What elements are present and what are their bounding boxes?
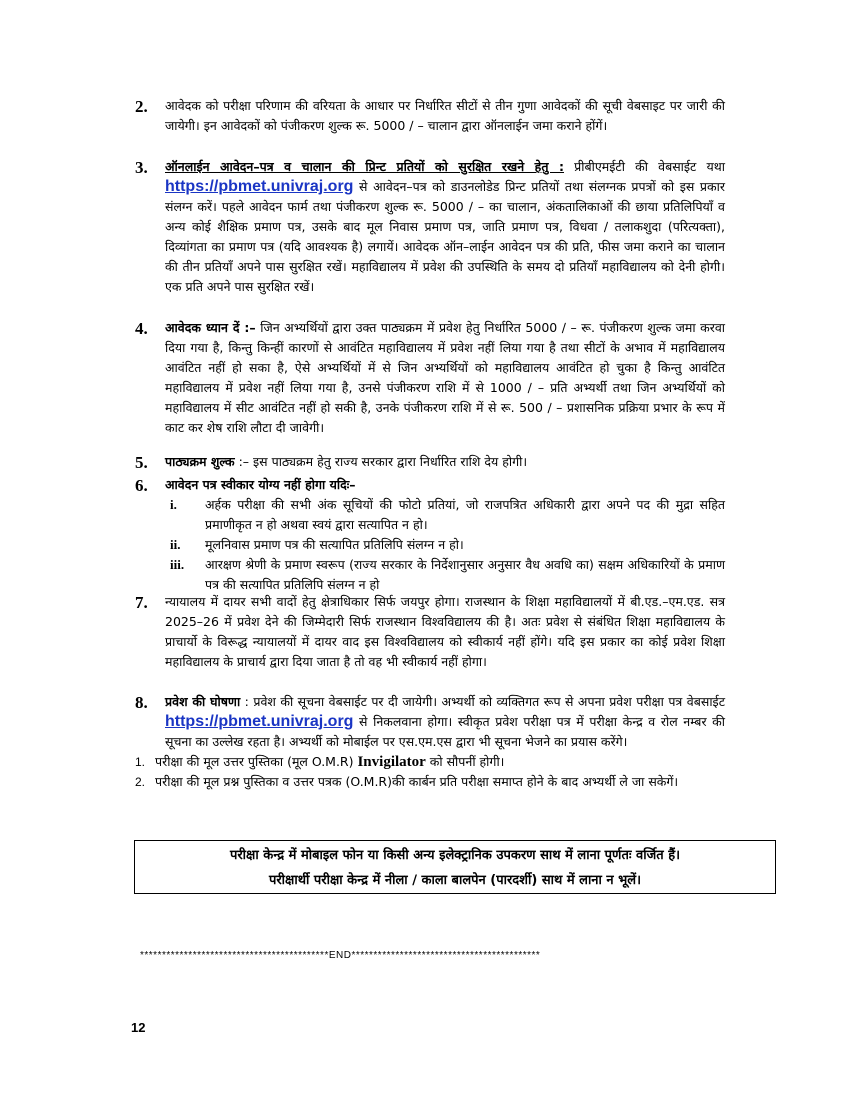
notice-box <box>134 840 776 894</box>
sub-item-text: अर्हक परीक्षा की सभी अंक सूचियों की फोटो प्रतियां, जो राजपत्रित अधिकारी द्वारा अपने पद की मुद्रा सहित प्रमाणीकृत न हो अथवा स्वयं द्वारा सत्यापित न हो। <box>205 497 725 532</box>
item-lead: पाठ्यक्रम शुल्क <box>165 454 235 469</box>
numbered-point-2 <box>135 772 725 792</box>
item-number: 2. <box>135 97 148 116</box>
notice-line-1: परीक्षा केन्द्र में मोबाइल फोन या किसी अन्य इलेक्ट्रानिक उपकरण साथ में लाना पूर्णतः वर्जित हैं। <box>229 848 681 863</box>
item-text-part: :– इस पाठ्यक्रम हेतु राज्य सरकार द्वारा निर्धारित राशि देय होगी। <box>234 454 528 469</box>
item-lead: आवेदक ध्यान दें :– <box>165 320 256 335</box>
item-lead: ऑनलाईन आवेदन–पत्र व चालान की प्रिन्ट प्रतियों को सुरक्षित रखने हेतु : <box>165 159 564 174</box>
item-3 <box>135 157 725 297</box>
website-link[interactable]: https://pbmet.univraj.org <box>165 713 354 730</box>
point-text: परीक्षा की मूल प्रश्न पुस्तिका व उत्तर पत्रक (O.M.R)की कार्बन प्रति परीक्षा समाप्त होने के बाद अभ्यर्थी ले जा सकेगें। <box>155 774 679 789</box>
point-text: परीक्षा की मूल उत्तर पुस्तिका (मूल O.M.R) <box>155 754 358 769</box>
roman-numeral: iii. <box>170 557 185 572</box>
sub-item-i <box>165 495 725 535</box>
sub-item-iii <box>165 555 725 595</box>
item-number: 3. <box>135 158 148 177</box>
item-number: 6. <box>135 476 148 495</box>
item-6 <box>135 475 725 595</box>
item-text-part: : प्रवेश की सूचना वेबसाईट पर दी जायेगी। अभ्यर्थी को व्यक्तिगत रूप से अपना प्रवेश परीक्षा पत्र वेबसाईट <box>240 694 725 709</box>
item-text <box>165 452 725 472</box>
sub-item-text: मूलनिवास प्रमाण पत्र की सत्यापित प्रतिलिपि संलग्न न हो। <box>205 537 464 552</box>
item-number: 4. <box>135 319 148 338</box>
item-7 <box>135 592 725 672</box>
item-text-part: से आवेदन–पत्र को डाउनलोडेड प्रिन्ट प्रतियों तथा संलग्नक प्रपत्रों को इस प्रकार संलग्न करें। पहले आवेदन फार्म तथा पंजीकरण शुल्क रू. 5000 ∕ – का चालान, अंकतालिकाओं की छाया प्रतिलिपियाँ व अन्य कोई शैक्षिक प्रमाण पत्र, उसके बाद मूल निवास प्रमाण पत्र, जाति प्रमाण पत्र, विधवा ∕ तलाकशुदा (परित्यक्ता), दिव्यांगता का प्रमाण पत्र (यदि आवश्यक है) लगायें। आवेदक ऑन–लाईन आवेदन पत्र की प्रति, फीस जमा कराने का चालान की तीन प्रतियाँ अपने पास सुरक्षित रखें। महाविद्यालय में प्रवेश की उपस्थिति के समय दो प्रतियाँ महाविद्यालय को देनी होगी। एक प्रति अपने पास सुरक्षित रखें। <box>165 179 725 294</box>
item-text-part: जिन अभ्यर्थियों द्वारा उक्त पाठ्यक्रम में प्रवेश हेतु निर्धारित 5000 ∕ – रू. पंजीकरण शुल्क जमा करवा दिया गया है, किन्तु किन्हीं कारणों से आवंटित महाविद्यालय में प्रवेश नहीं लिया गया है तथा सीटों के अभाव में महाविद्यालय आवंटित नहीं हो सका है, ऐसे अभ्यर्थियों में से जिन अभ्यर्थियों को महाविद्यालय आवंटित हो चुका है किन्तु आवंटित महाविद्यालय में प्रवेश नहीं लिया गया है, उनसे पंजीकरण राशि में से 1000 ∕ – प्रति अभ्यर्थी तथा जिन अभ्यर्थियों को महाविद्यालय में सीट आवंटित नहीं हो सकी है, उनके पंजीकरण राशि में से रू. 500 ∕ – प्रशासनिक प्रक्रिया प्रभार के रूप में काट कर शेष राशि लौटा दी जावेगी। <box>165 320 726 435</box>
item-8 <box>135 692 725 792</box>
sub-item-text: आरक्षण श्रेणी के प्रमाण स्वरूप (राज्य सरकार के निर्देशानुसार अनुसार वैध अवधि का) सक्षम अधिकारियों के प्रमाण पत्र की सत्यापित प्रतिलिपि संलग्न न हो <box>205 557 725 592</box>
item-2 <box>135 96 725 136</box>
website-link[interactable]: https://pbmet.univraj.org <box>165 178 354 195</box>
numbered-point-1 <box>135 752 725 772</box>
item-text <box>165 157 725 297</box>
sub-item-ii <box>165 535 725 555</box>
point-number: 2. <box>135 775 146 789</box>
roman-numeral: i. <box>170 497 177 512</box>
item-text-part: से निकलवाना होगा। स्वीकृत प्रवेश परीक्षा पत्र में परीक्षा केन्द्र व रोल नम्बर की सूचना का उल्लेख रहता है। अभ्यर्थी को मोबाईल पर एस.एम.एस द्वारा भी सूचना भेजने का प्रयास करेंगे। <box>165 714 725 749</box>
item-text-part: प्रीबीएमईटी की वेबसाईट यथा <box>564 159 725 174</box>
item-number: 7. <box>135 593 148 612</box>
point-number: 1. <box>135 755 146 769</box>
item-text <box>165 692 725 752</box>
item-5 <box>135 452 725 472</box>
point-bold-text: Invigilator <box>357 754 426 770</box>
notice-line-2: परीक्षार्थी परीक्षा केन्द्र में नीला ∕ काला बालपेन (पारदर्शी) साथ में लाना न भूलें। <box>268 873 642 888</box>
roman-numeral: ii. <box>170 537 181 552</box>
page-number: 12 <box>131 1020 146 1035</box>
point-text: को सौपनीं होगी। <box>425 754 505 769</box>
item-text: आवेदक को परीक्षा परिणाम की वरियता के आधार पर निर्धारित सीटों से तीन गुणा आवेदकों की सूची वेबसाइट पर जारी की जायेगी। इन आवेदकों को पंजीकरण शुल्क रू. 5000 ∕ – चालान द्वारा ऑनलाईन जमा कराने होंगें। <box>165 98 725 133</box>
item-lead: प्रवेश की घोषणा <box>165 694 241 709</box>
item-text <box>165 475 725 595</box>
item-number: 5. <box>135 453 148 472</box>
item-text: न्यायालय में दायर सभी वादों हेतु क्षेत्राधिकार सिर्फ जयपुर होगा। राजस्थान के शिक्षा महाविद्यालयों में बी.एड.–एम.एड. सत्र 2025–26 में प्रवेश देने की जिम्मेदारी सिर्फ राजस्थान विश्वविद्यालय की है। अतः प्रवेश से संबंधित शिक्षा महाविद्यालय के प्राचार्यो के विरूद्ध न्यायालयों में दायर वाद इस विश्वविद्यालय को स्वीकार्य नहीं होंगे। यदि इस प्रकार का कोई प्रवेश शिक्षा महाविद्यालय के प्राचार्य द्वारा दिया जाता है तो वह भी स्वीकार्य नहीं होगा। <box>165 594 725 669</box>
item-4 <box>135 318 725 438</box>
item-number: 8. <box>135 693 148 712</box>
item-text <box>165 318 725 438</box>
end-marker: *******************************************END******************************************* <box>140 950 541 961</box>
item-lead: आवेदन पत्र स्वीकार योग्य नहीं होगा यदिः– <box>165 477 356 492</box>
